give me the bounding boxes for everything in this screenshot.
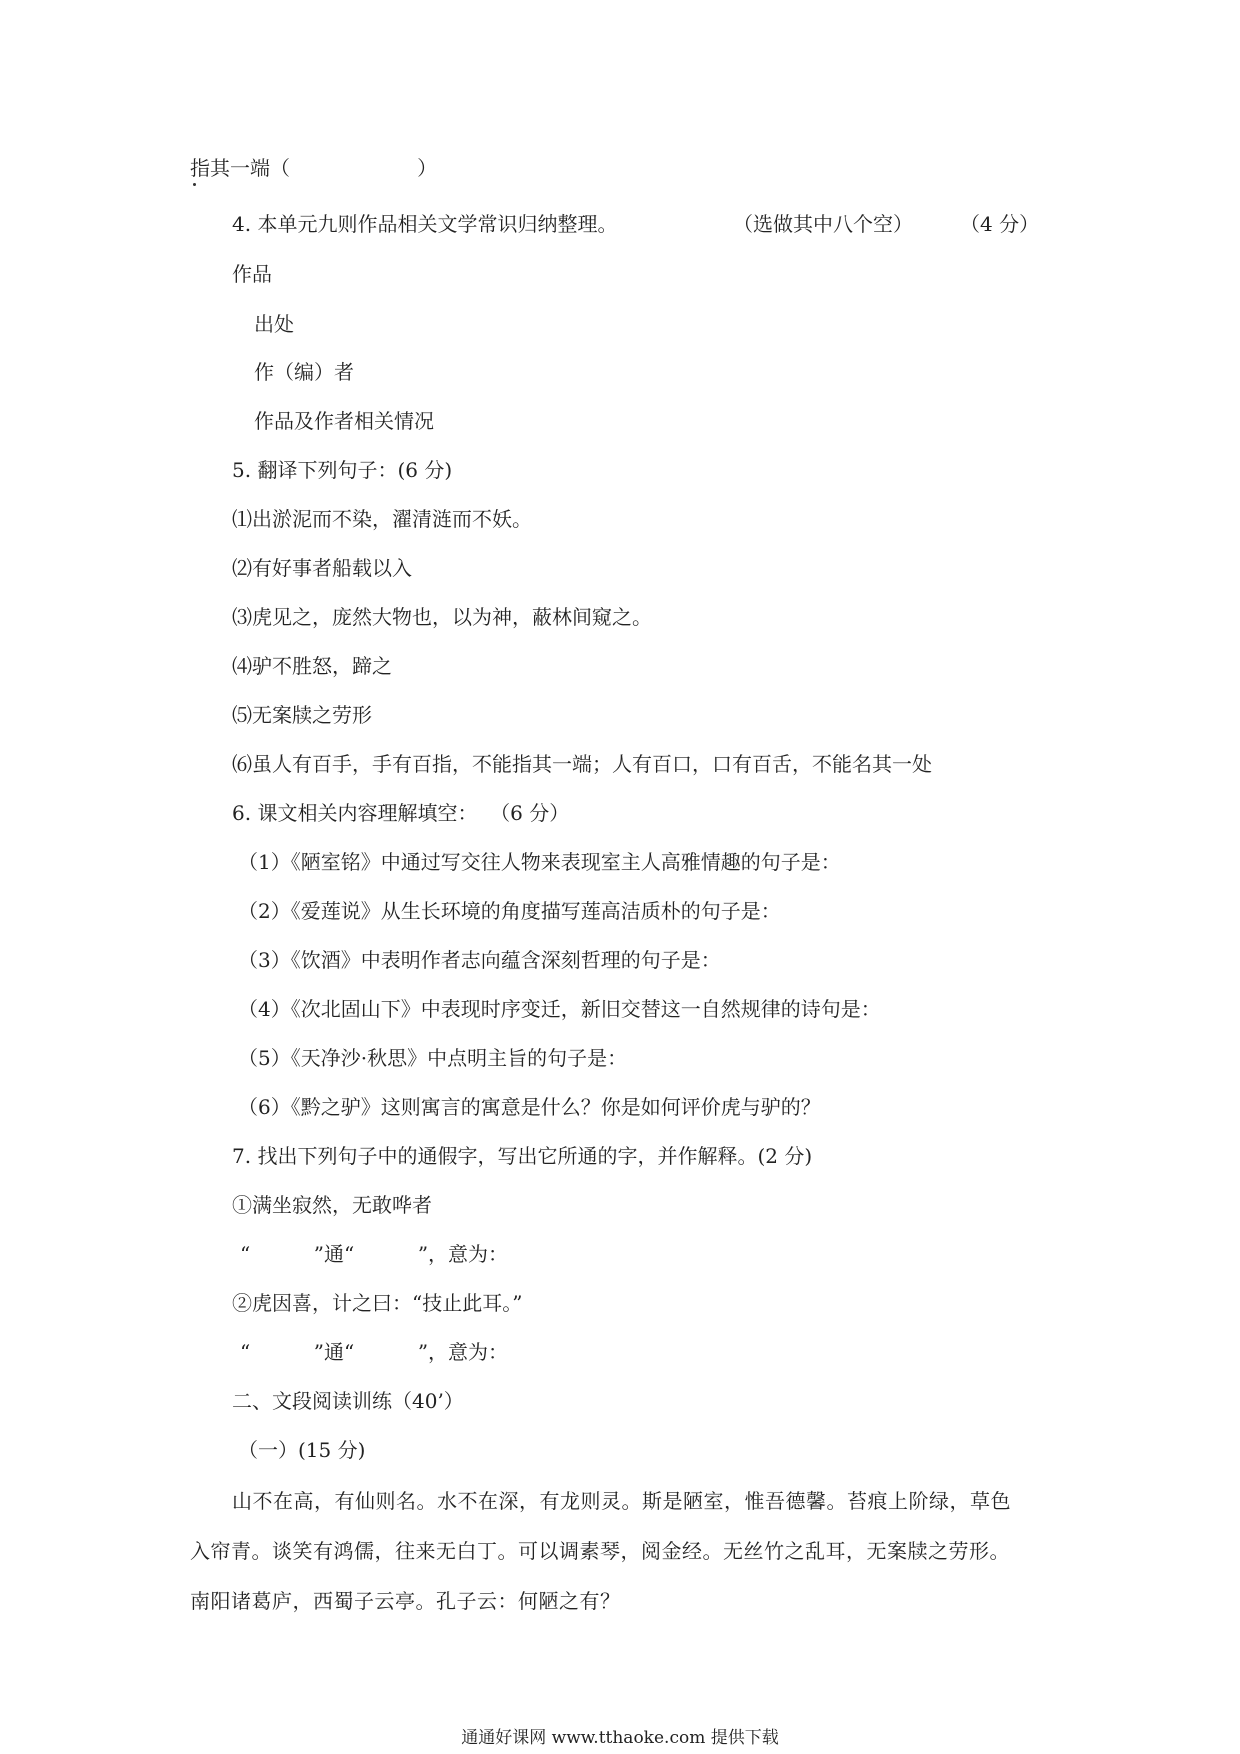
passage-line-3: 南阳诸葛庐，西蜀子云亭。孔子云：何陋之有？ xyxy=(190,1589,621,1613)
fill-item-6: （6）《黔之驴》这则寓言的寓意是什么？你是如何评价虎与驴的？ xyxy=(238,1095,821,1119)
translate-item-4: ⑷驴不胜怒，蹄之 xyxy=(232,654,392,678)
question-4-note: （选做其中八个空） xyxy=(733,212,913,236)
table-label-author: 作（编）者 xyxy=(254,360,354,384)
question-7-heading: 7. 找出下列句子中的通假字，写出它所通的字，并作解释。(2 分) xyxy=(232,1144,813,1168)
tongjia-sentence-1: ①满坐寂然，无敢哗者 xyxy=(232,1193,432,1217)
fill-blank-tail: 指其一端（ ） xyxy=(190,156,438,180)
tongjia-sentence-2: ②虎因喜，计之曰：“技止此耳。” xyxy=(232,1291,523,1315)
question-4-text: 4. 本单元九则作品相关文学常识归纳整理。 xyxy=(232,212,618,236)
passage-line-1: 山不在高，有仙则名。水不在深，有龙则灵。斯是陋室，惟吾德馨。苔痕上阶绿，草色 xyxy=(232,1489,1011,1513)
table-label-info: 作品及作者相关情况 xyxy=(254,409,434,433)
question-4-score: （4 分） xyxy=(960,212,1040,236)
translate-item-5: ⑸无案牍之劳形 xyxy=(232,703,372,727)
table-label-work: 作品 xyxy=(232,262,272,286)
question-5-heading: 5. 翻译下列句子：(6 分) xyxy=(232,458,453,482)
fill-item-5: （5）《天净沙·秋思》中点明主旨的句子是： xyxy=(238,1046,628,1070)
tongjia-blank-2: “ ”通“ ”，意为： xyxy=(240,1340,509,1364)
section-2-heading: 二、文段阅读训练（40’） xyxy=(232,1389,464,1413)
translate-item-2: ⑵有好事者船载以入 xyxy=(232,556,412,580)
translate-item-1: ⑴出淤泥而不染，濯清涟而不妖。 xyxy=(232,507,532,531)
tongjia-blank-1: “ ”通“ ”，意为： xyxy=(240,1242,509,1266)
fill-item-3: （3）《饮酒》中表明作者志向蕴含深刻哲理的句子是： xyxy=(238,948,721,972)
passage-1-heading: （一）(15 分) xyxy=(238,1438,366,1462)
stray-mark xyxy=(193,183,196,186)
fill-item-1: （1）《陋室铭》中通过写交往人物来表现室主人高雅情趣的句子是： xyxy=(238,850,841,874)
question-6-heading: 6. 课文相关内容理解填空： （6 分） xyxy=(232,801,570,825)
fill-item-2: （2）《爱莲说》从生长环境的角度描写莲高洁质朴的句子是： xyxy=(238,899,781,923)
passage-line-2: 入帘青。谈笑有鸿儒，往来无白丁。可以调素琴，阅金经。无丝竹之乱耳，无案牍之劳形。 xyxy=(190,1539,1010,1563)
page-footer: 通通好课网 www.tthaoke.com 提供下载 xyxy=(461,1728,779,1748)
translate-item-3: ⑶虎见之，庞然大物也，以为神，蔽林间窥之。 xyxy=(232,605,652,629)
table-label-source: 出处 xyxy=(254,312,294,336)
translate-item-6: ⑹虽人有百手，手有百指，不能指其一端；人有百口，口有百舌，不能名其一处 xyxy=(232,752,932,776)
fill-item-4: （4）《次北固山下》中表现时序变迁，新旧交替这一自然规律的诗句是： xyxy=(238,997,881,1021)
